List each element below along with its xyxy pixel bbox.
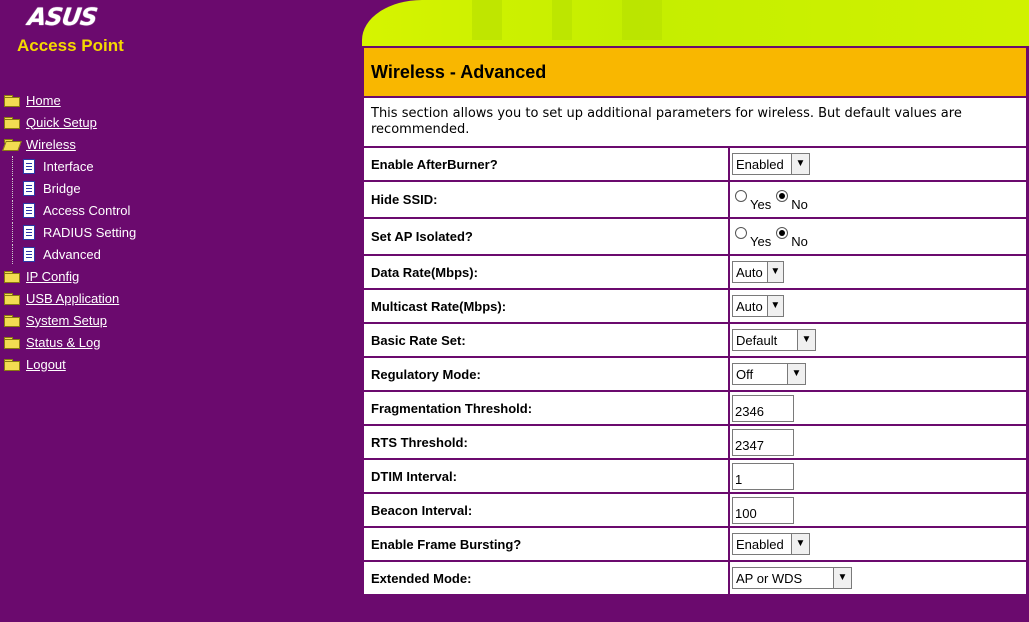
nav-item-ip-config[interactable] (4, 266, 79, 286)
nav-subitem-radius-setting[interactable] (12, 222, 136, 242)
folder-icon (4, 95, 19, 106)
ap-isolated-yes-label: Yes (750, 233, 772, 249)
hide-ssid-no-label: No (791, 196, 808, 212)
nav-link-usb-application[interactable]: USB Application (26, 290, 120, 306)
nav-item-system-setup[interactable] (4, 310, 107, 330)
chevron-down-icon: ▼ (767, 262, 783, 282)
ap-isolated-radio-group (732, 225, 810, 249)
basic-rate-set-label: Basic Rate Set: (363, 323, 729, 357)
folder-icon (4, 337, 19, 348)
nav-link-advanced[interactable]: Advanced (43, 246, 101, 262)
folder-icon (4, 315, 19, 326)
nav-link-system-setup[interactable]: System Setup (26, 312, 107, 328)
chevron-down-icon: ▼ (791, 154, 809, 174)
nav-link-home[interactable]: Home (26, 92, 61, 108)
multicast-rate-label: Multicast Rate(Mbps): (363, 289, 729, 323)
chevron-down-icon: ▼ (787, 364, 805, 384)
frag-threshold-input[interactable]: 2346 (732, 395, 794, 422)
nav-link-logout[interactable]: Logout (26, 356, 66, 372)
top-banner (362, 0, 1029, 46)
hide-ssid-no-radio[interactable] (776, 190, 788, 202)
ap-isolated-label: Set AP Isolated? (363, 218, 729, 255)
folder-icon (4, 359, 19, 370)
main-content (362, 46, 1029, 596)
regulatory-mode-label: Regulatory Mode: (363, 357, 729, 391)
settings-table (362, 46, 1028, 596)
nav-item-home[interactable] (4, 90, 61, 110)
rts-threshold-label: RTS Threshold: (363, 425, 729, 459)
ap-isolated-no-label: No (791, 233, 808, 249)
nav-item-logout[interactable] (4, 354, 66, 374)
asus-logo: ASUS (26, 3, 99, 31)
hide-ssid-label: Hide SSID: (363, 181, 729, 218)
extended-mode-select[interactable]: AP or WDS ▼ (732, 567, 852, 589)
document-icon (23, 225, 35, 240)
nav-link-wireless[interactable]: Wireless (26, 136, 76, 152)
nav-item-quick-setup[interactable] (4, 112, 97, 132)
nav-link-interface[interactable]: Interface (43, 158, 94, 174)
chevron-down-icon: ▼ (791, 534, 809, 554)
nav-link-bridge[interactable]: Bridge (43, 180, 81, 196)
extended-mode-label: Extended Mode: (363, 561, 729, 595)
multicast-rate-select[interactable]: Auto ▼ (732, 295, 784, 317)
nav-link-radius-setting[interactable]: RADIUS Setting (43, 224, 137, 240)
basic-rate-set-select[interactable]: Default ▼ (732, 329, 816, 351)
nav-item-usb-application[interactable] (4, 288, 119, 308)
nav-link-status-log[interactable]: Status & Log (26, 334, 101, 350)
open-folder-icon (4, 139, 19, 150)
nav-link-quick-setup[interactable]: Quick Setup (26, 114, 97, 130)
frag-threshold-label: Fragmentation Threshold: (363, 391, 729, 425)
hide-ssid-yes-radio[interactable] (735, 190, 747, 202)
document-icon (23, 247, 35, 262)
document-icon (23, 203, 35, 218)
regulatory-mode-select[interactable]: Off ▼ (732, 363, 806, 385)
page-description: This section allows you to set up additional parameters for wireless. But default values are recommended. (363, 97, 1027, 147)
folder-icon (4, 271, 19, 282)
hide-ssid-radio-group (732, 188, 810, 212)
folder-icon (4, 293, 19, 304)
beacon-interval-input[interactable]: 100 (732, 497, 794, 524)
product-subtitle: Access Point (17, 36, 124, 55)
ap-isolated-yes-radio[interactable] (735, 227, 747, 239)
nav-subitem-access-control[interactable] (12, 200, 130, 220)
nav-subitem-advanced[interactable] (12, 244, 101, 264)
nav-item-wireless[interactable] (4, 134, 76, 154)
nav-subitem-bridge[interactable] (12, 178, 81, 198)
dtim-interval-label: DTIM Interval: (363, 459, 729, 493)
dtim-interval-input[interactable]: 1 (732, 463, 794, 490)
hide-ssid-yes-label: Yes (750, 196, 772, 212)
nav-link-ip-config[interactable]: IP Config (26, 268, 80, 284)
afterburner-label: Enable AfterBurner? (363, 147, 729, 181)
frame-bursting-label: Enable Frame Bursting? (363, 527, 729, 561)
data-rate-label: Data Rate(Mbps): (363, 255, 729, 289)
chevron-down-icon: ▼ (767, 296, 783, 316)
page-title: Wireless - Advanced (363, 47, 1027, 97)
nav-item-status-log[interactable] (4, 332, 100, 352)
rts-threshold-input[interactable]: 2347 (732, 429, 794, 456)
frame-bursting-select[interactable]: Enabled ▼ (732, 533, 810, 555)
chevron-down-icon: ▼ (833, 568, 851, 588)
document-icon (23, 159, 35, 174)
nav-link-access-control[interactable]: Access Control (43, 202, 131, 218)
folder-icon (4, 117, 19, 128)
afterburner-select[interactable]: Enabled ▼ (732, 153, 810, 175)
data-rate-select[interactable]: Auto ▼ (732, 261, 784, 283)
sidebar (0, 0, 362, 622)
ap-isolated-no-radio[interactable] (776, 227, 788, 239)
document-icon (23, 181, 35, 196)
chevron-down-icon: ▼ (797, 330, 815, 350)
nav-subitem-interface[interactable] (12, 156, 94, 176)
beacon-interval-label: Beacon Interval: (363, 493, 729, 527)
